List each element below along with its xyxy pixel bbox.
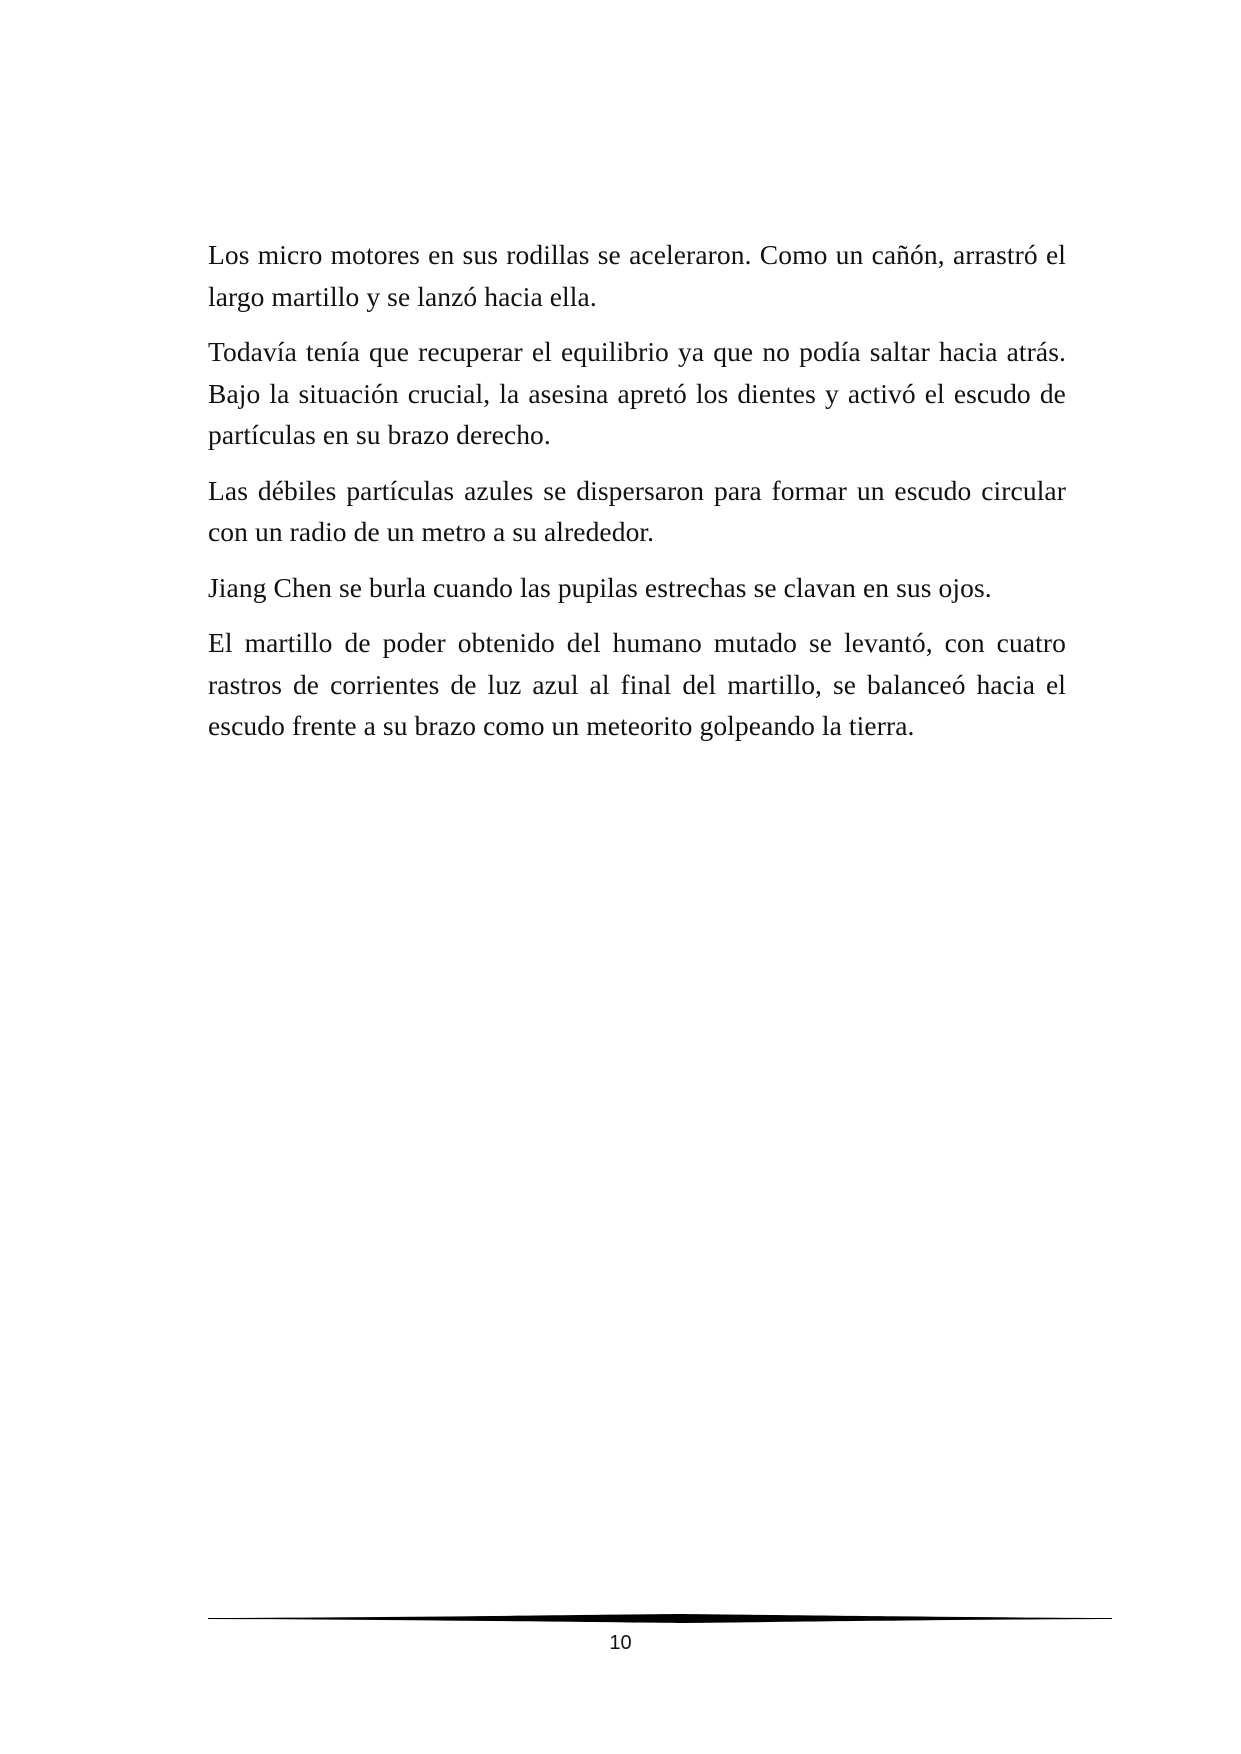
- footer-decorative-rule: [208, 1612, 1112, 1626]
- paragraph-3: Las débiles partículas azules se dispersaron para formar un escudo circular con un radio de un metro a su alrededor.: [208, 474, 1066, 547]
- body-text: [208, 234, 1066, 761]
- paragraph-5: El martillo de poder obtenido del humano mutado se levantó, con cuatro rastros de corrientes de luz azul al final del martillo, se balanceó hacia el escudo frente a su brazo como un meteorito golpeando la tierra.: [208, 627, 1066, 741]
- paragraph-2: Todavía tenía que recuperar el equilibrio ya que no podía saltar hacia atrás. Bajo la situación crucial, la asesina apretó los dientes y activó el escudo de partículas en su brazo derecho.: [208, 336, 1066, 450]
- footer-rule-shape: [208, 1614, 1112, 1623]
- paragraph-1: Los micro motores en sus rodillas se aceleraron. Como un cañón, arrastró el largo martillo y se lanzó hacia ella.: [208, 239, 1066, 312]
- page-number: 10: [609, 1632, 632, 1654]
- paragraph-4: Jiang Chen se burla cuando las pupilas estrechas se clavan en sus ojos.: [208, 571, 992, 603]
